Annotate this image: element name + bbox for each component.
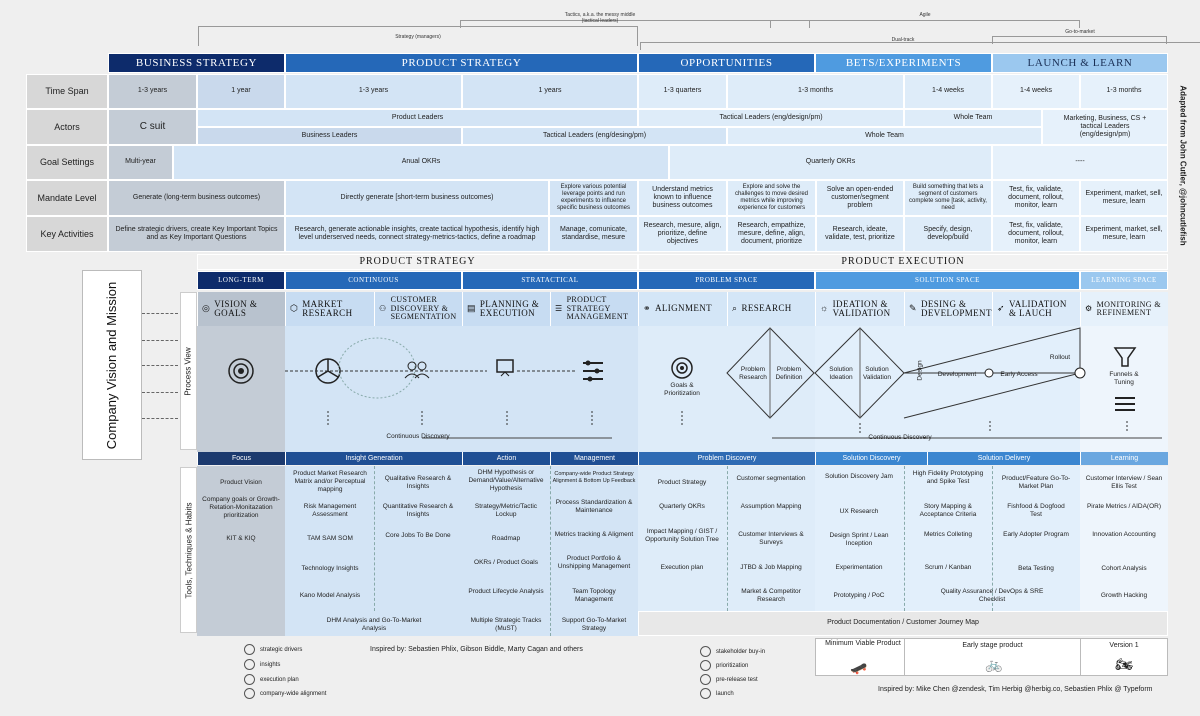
legend-item: insights xyxy=(244,659,280,670)
tool-item: Metrics tracking & Aligment xyxy=(554,531,634,538)
tool-item: OKRs / Product Goals xyxy=(474,559,538,566)
process-view-label: Process View xyxy=(184,346,194,396)
text-problem-research: Problem Research xyxy=(739,366,767,381)
arrow xyxy=(142,313,178,314)
inspired-by-2: Inspired by: Mike Chen @zendesk, Tim Herbig @herbig.co, Sebastien Phlix @ Typeform xyxy=(878,686,1153,693)
note-tactics: Tactics, a.k.a. the messy middle (tactical leaders) xyxy=(564,12,636,24)
tool-item: Early Adopter Program xyxy=(1003,531,1069,538)
text-early-access: Early Access xyxy=(1000,371,1038,378)
tool-item: Solution Discovery Jam xyxy=(825,473,893,480)
tool-item: Qualitative Research & Insights xyxy=(384,475,452,490)
divider xyxy=(550,466,551,636)
insights-icon xyxy=(244,659,255,670)
col-research: ⌕ RESEARCH xyxy=(727,292,815,326)
col-ideation: ☼ IDEATION & VALIDATION xyxy=(815,292,904,326)
goal-none: ---- xyxy=(992,145,1168,180)
tool-item: Product Market Research Matrix and/or Perceptual mapping xyxy=(293,470,367,493)
tool-item: Experimentation xyxy=(835,564,883,571)
arrow xyxy=(142,392,178,393)
section-product-strategy: PRODUCT STRATEGY xyxy=(197,254,638,270)
tool-item: TAM SAM SOM xyxy=(307,535,353,542)
actor-product-leaders: Product Leaders xyxy=(197,109,638,127)
bar-management: Management xyxy=(550,452,638,465)
tool-item: Roadmap xyxy=(491,535,521,542)
tool-item: Risk Management Assessment xyxy=(303,503,357,518)
alignment-icon xyxy=(244,688,255,699)
actor-marketing: Marketing, Business, CS + tactical Leaders (eng/design/pm) xyxy=(1042,109,1168,145)
mandate-cell: Directly generate [short-term business outcomes) xyxy=(285,180,549,216)
tool-item: Story Mapping & Acceptance Criteria xyxy=(919,503,977,518)
text-problem-definition: Problem Definition xyxy=(775,366,803,381)
col-customer-discovery: ⚇ CUSTOMER DISCOVERY & SEGMENTATION xyxy=(374,292,462,326)
tools-bg-vision xyxy=(197,466,285,636)
funnel-icon xyxy=(1115,348,1135,366)
target-icon-goals xyxy=(672,358,692,378)
divider xyxy=(727,466,728,611)
tool-item: Market & Competitor Research xyxy=(741,588,801,603)
tool-item: Company-wide Product Strategy Alignment & Bottom Up Feedback xyxy=(552,471,636,484)
tool-item: Support Go-To-Market Strategy xyxy=(561,617,627,632)
text-goals: Goals & Prioritization xyxy=(664,382,700,397)
credit-text: Adapted from John Cutler, @johncutlefish xyxy=(1178,84,1188,246)
note-gtm: Go-to-market xyxy=(1065,29,1095,35)
pre-release-icon xyxy=(700,674,711,685)
legend-item: strategic drivers xyxy=(244,644,302,655)
board-icon-planning xyxy=(497,360,513,376)
note-dual-track: Dual-track xyxy=(891,37,915,43)
tool-item: Scrum / Kanban xyxy=(924,564,972,571)
col-planning: ▤ PLANNING & EXECUTION xyxy=(462,292,550,326)
activity-cell: Research, mesure, align, prioritize, define objectives xyxy=(638,216,727,252)
mandate-cell: Build something that lets a segment of customers complete some [task, activity, need xyxy=(904,180,992,216)
note-strategy: Strategy (managers) xyxy=(395,34,441,40)
execution-plan-icon xyxy=(244,674,255,685)
time-span-cell: 1 year xyxy=(197,74,285,109)
discovery-loop xyxy=(339,338,415,398)
tool-item: Product Vision xyxy=(220,479,262,486)
legend-item: launch xyxy=(700,688,734,699)
documentation-bar: Product Documentation / Customer Journey Map xyxy=(638,611,1168,636)
subhead-learning-space: LEARNING SPACE xyxy=(1080,271,1168,290)
tool-item: Beta Testing xyxy=(1018,565,1054,572)
tools-label: Tools, Techniques & Habits xyxy=(184,502,193,598)
activity-cell: Test, fix, validate, document, rollout, monitor, learn xyxy=(992,216,1080,252)
tool-item: UX Research xyxy=(839,508,879,515)
tools-side xyxy=(180,467,197,633)
tool-item: Company goals or Growth-Retation-Monitazation prioritization xyxy=(202,496,280,519)
stage-mvp: Minimum Viable Product xyxy=(825,640,901,647)
tool-item: Multiple Strategic Tracks (MuST) xyxy=(470,617,542,632)
tool-item: KIT & KIQ xyxy=(226,535,256,542)
time-span-cell: 1-3 months xyxy=(1080,74,1168,109)
text-rollout: Rollout xyxy=(1049,354,1071,361)
search-icon: ⌕ xyxy=(732,303,738,314)
legend-item: pre-release test xyxy=(700,674,758,685)
bar-learning: Learning xyxy=(1080,452,1168,465)
credit-wrapper xyxy=(1176,80,1190,250)
phase-product-strategy: PRODUCT STRATEGY xyxy=(285,53,638,73)
settings-icon: ⚙ xyxy=(1085,303,1093,313)
text-development: Development xyxy=(937,371,977,378)
tool-item: Team Topology Management xyxy=(572,588,616,603)
col-market-research: ⬡ MARKET RESEARCH xyxy=(285,292,374,326)
phase-bets: BETS/EXPERIMENTS xyxy=(815,53,992,73)
activity-cell: Define strategic drivers, create Key Important Topics and as Key Important Questions xyxy=(108,216,285,252)
row-label-time-span: Time Span xyxy=(26,74,108,109)
tuning-icon xyxy=(1115,398,1135,410)
mandate-cell: Solve an open-ended customer/segment problem xyxy=(816,180,904,216)
bar-solution-delivery: Solution Delivery xyxy=(927,452,1080,465)
bar-insight: Insight Generation xyxy=(285,452,462,465)
rocket-icon: ➶ xyxy=(997,303,1005,314)
phase-business-strategy: BUSINESS STRATEGY xyxy=(108,53,285,73)
actor-tactical-leaders: Tactical Leaders (eng/design/pm) xyxy=(638,109,904,127)
strategic-drivers-icon xyxy=(244,644,255,655)
activity-cell: Specify, design, develop/build xyxy=(904,216,992,252)
section-product-execution: PRODUCT EXECUTION xyxy=(638,254,1168,270)
text-design: Design xyxy=(916,360,924,381)
row-label-actors: Actors xyxy=(26,109,108,145)
tool-item: Design Sprint / Lean Inception xyxy=(829,532,889,547)
subhead-stratactical: STRATACTICAL xyxy=(462,271,638,290)
col-design: ✎ DESING & DEVELOPMENT xyxy=(904,292,992,326)
stage-v1: Version 1 xyxy=(1109,642,1139,649)
tool-item: Innovation Accounting xyxy=(1092,531,1156,538)
tool-item: DHM Hypothesis or Demand/Value/Alternative Hypothesis xyxy=(468,469,544,492)
actor-whole-team: Whole Team xyxy=(904,109,1042,127)
row-label-goal-settings: Goal Settings xyxy=(26,145,108,180)
sliders-icon: ☰ xyxy=(555,303,563,313)
vision-label: Company Vision and Mission xyxy=(104,281,120,449)
time-span-cell: 1-3 quarters xyxy=(638,74,727,109)
tool-item: Customer Interviews & Surveys xyxy=(738,531,804,546)
phase-launch: LAUNCH & LEARN xyxy=(992,53,1168,73)
vertical-arrows xyxy=(328,411,1127,433)
arrow xyxy=(142,365,178,366)
stage-early: Early stage product xyxy=(962,642,1023,649)
actor-business-leaders: Business Leaders xyxy=(197,127,462,145)
target-icon-vision xyxy=(229,359,253,383)
time-span-cell: 1-4 weeks xyxy=(992,74,1080,109)
col-monitoring: ⚙ MONITORING & REFINEMENT xyxy=(1080,292,1168,326)
actor-tactical-leaders-2: Tactical Leaders (eng/desing/pm) xyxy=(462,127,727,145)
tool-item: Strategy/Metric/Tactic Lockup xyxy=(474,503,538,518)
bracket-agile xyxy=(770,20,1080,28)
tool-item: Core Jobs To Be Done xyxy=(385,532,451,539)
tool-item: Process Standardization & Maintenance xyxy=(555,499,633,514)
actor-whole-team-2: Whole Team xyxy=(727,127,1042,145)
bulb-icon: ☼ xyxy=(820,303,829,314)
col-alignment: ⚭ ALIGNMENT xyxy=(638,292,727,326)
mandate-cell: Experiment, market, sell, mesure, learn xyxy=(1080,180,1168,216)
vision-icon: ◎ xyxy=(202,303,211,314)
stakeholder-icon xyxy=(700,646,711,657)
tool-item: Kano Model Analysis xyxy=(299,592,361,599)
goal-quarterly-okrs: Quarterly OKRs xyxy=(669,145,992,180)
tool-item: Technology Insights xyxy=(301,565,359,572)
subhead-problem-space: PROBLEM SPACE xyxy=(638,271,815,290)
time-span-cell: 1-4 weeks xyxy=(904,74,992,109)
tool-item: Product Strategy xyxy=(657,479,707,486)
arrow xyxy=(142,418,178,419)
tool-item: Customer segmentation xyxy=(736,475,806,482)
inspired-by-1: Inspired by: Sebastien Phlix, Gibson Biddle, Marty Cagan and others xyxy=(370,646,583,653)
tool-item: Quarterly OKRs xyxy=(659,503,705,510)
tool-item: Pirate Metrics / AIDA(OR) xyxy=(1086,503,1162,510)
launch-icon xyxy=(1075,368,1085,378)
divider xyxy=(374,466,375,611)
mandate-cell: Generate (long-term business outcomes) xyxy=(108,180,285,216)
col-vision: ◎ VISION & GOALS xyxy=(197,292,285,326)
bracket-gtm xyxy=(992,36,1167,44)
row-label-activities: Key Activities xyxy=(26,216,108,252)
activity-cell: Experiment, market, sell, mesure, learn xyxy=(1080,216,1168,252)
legend-item: execution plan xyxy=(244,674,299,685)
mandate-cell: Test, fix, validate, document, rollout, monitor, learn xyxy=(992,180,1080,216)
tool-item: Execution plan xyxy=(660,564,704,571)
tool-item: High Fidelity Prototyping and Spike Test xyxy=(912,470,984,485)
tool-item: Quality Assurance / DevOps & SRE Checklist xyxy=(940,588,1044,603)
tool-item: Growth Hacking xyxy=(1100,592,1148,599)
subhead-long-term: LONG-TERM xyxy=(197,271,285,290)
motorcycle-icon: 🏍 xyxy=(1115,656,1133,672)
bicycle-icon: 🚲 xyxy=(985,656,1003,672)
tool-item: Impact Mapping / GIST / Opportunity Solution Tree xyxy=(645,528,719,543)
arrow xyxy=(142,340,178,341)
vision-box xyxy=(82,270,142,460)
cube-icon: ⬡ xyxy=(290,303,299,314)
wrench-icon: ✎ xyxy=(909,303,917,314)
skateboard-icon: 🛹 xyxy=(850,660,868,676)
text-solution-ideation: Solution Ideation xyxy=(829,366,853,381)
tool-item: Customer Interview / Sean Ellis Test xyxy=(1085,475,1163,490)
row-label-mandate: Mandate Level xyxy=(26,180,108,216)
col-psm: ☰ PRODUCT STRATEGY MANAGEMENT xyxy=(550,292,638,326)
goal-anual-okrs: Anual OKRs xyxy=(173,145,669,180)
legend-item: stakeholder buy-in xyxy=(700,646,765,657)
time-span-cell: 1 years xyxy=(462,74,638,109)
bar-action: Action xyxy=(462,452,550,465)
tool-item: Assumption Mapping xyxy=(740,503,802,510)
activity-cell: Research, ideate, validate, test, prioritize xyxy=(816,216,904,252)
subhead-continuous: CONTINUOUS xyxy=(285,271,462,290)
text-continuous-discovery-2: Continuous Discovery xyxy=(868,434,932,441)
divider xyxy=(904,466,905,611)
activity-cell: Manage, comunicate, standardise, mesure xyxy=(549,216,638,252)
legend-item: company-wide alignment xyxy=(244,688,326,699)
process-view-side xyxy=(180,292,197,450)
tool-item: Quantitative Research & Insights xyxy=(382,503,454,518)
time-span-cell: 1-3 months xyxy=(727,74,904,109)
tool-item: Prototyping / PoC xyxy=(833,592,885,599)
mandate-cell: Explore and solve the challenges to move desired metrics while improving experience for customers xyxy=(727,180,816,216)
time-span-cell: 1-3 years xyxy=(108,74,197,109)
legend-item: prioritization xyxy=(700,660,748,671)
phase-opportunities: OPPORTUNITIES xyxy=(638,53,815,73)
text-funnels: Funnels & Tuning xyxy=(1109,371,1139,386)
early-access-icon xyxy=(985,369,993,377)
tool-item: Product Lifecycle Analysis xyxy=(468,588,544,595)
tool-item: Metrics Colleting xyxy=(923,531,973,538)
actor-c-suit: C suit xyxy=(108,109,197,145)
subhead-solution-space: SOLUTION SPACE xyxy=(815,271,1080,290)
alignment-icon: ⚭ xyxy=(643,303,651,314)
bar-problem-discovery: Problem Discovery xyxy=(638,452,815,465)
mandate-cell: Understand metrics known to influence business outcomes xyxy=(638,180,727,216)
tool-item: Cohort Analysis xyxy=(1101,565,1147,572)
note-agile: Agile xyxy=(919,12,931,18)
sliders-icon-psm xyxy=(583,361,603,382)
mandate-cell: Explore various potential leverage points and run experiments to influence specific business outcomes xyxy=(549,180,638,216)
clipboard-icon: ▤ xyxy=(467,303,476,314)
users-icon: ⚇ xyxy=(379,303,387,313)
text-continuous-discovery-1: Continuous Discovery xyxy=(386,433,450,440)
time-span-cell: 1-3 years xyxy=(285,74,462,109)
activity-cell: Research, generate actionable insights, create tactical hypothesis, identify high level underserved needs, connect strategy-metrics-tactics, define a roadmap xyxy=(285,216,549,252)
bar-focus: Focus xyxy=(197,452,285,465)
col-validation: ➶ VALIDATION & LAUCH xyxy=(992,292,1080,326)
tool-item: Product Portfolio & Unshipping Management xyxy=(557,555,631,570)
bar-solution-discovery: Solution Discovery xyxy=(815,452,927,465)
goal-multi-year: Multi-year xyxy=(108,145,173,180)
tool-item: JTBD & Job Mapping xyxy=(740,564,802,571)
tool-item: DHM Analysis and Go-To-Market Analysis xyxy=(326,617,422,632)
prioritization-icon xyxy=(700,660,711,671)
tool-item: Fishfood & Dogfood Test xyxy=(1007,503,1065,518)
activity-cell: Research, empathize, mesure, define, align, document, prioritize xyxy=(727,216,816,252)
users-icon-customer xyxy=(405,362,429,378)
text-solution-validation: Solution Validation xyxy=(862,366,892,381)
launch-icon xyxy=(700,688,711,699)
tool-item: Product/Feature Go-To-Market Plan xyxy=(1001,475,1071,490)
